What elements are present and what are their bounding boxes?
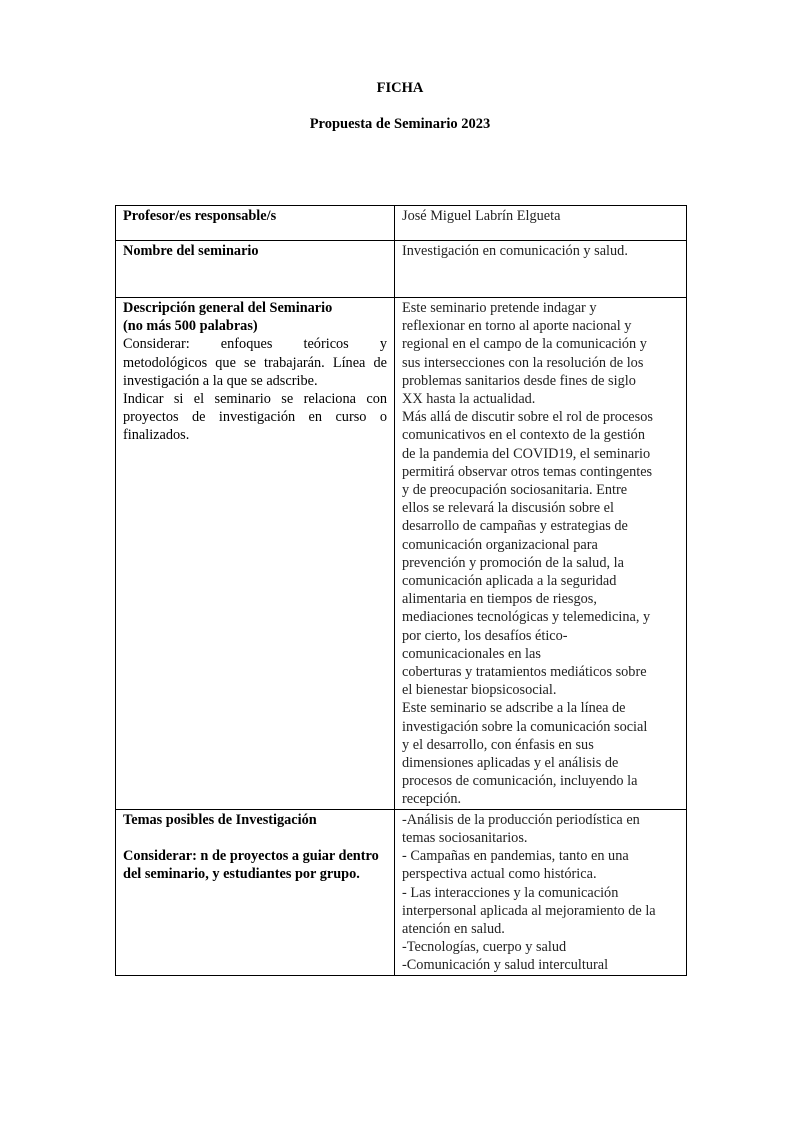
proposal-table xyxy=(115,205,687,976)
text-line: sus intersecciones con la resolución de los xyxy=(402,354,644,371)
document-subtitle: Propuesta de Seminario 2023 xyxy=(309,116,491,132)
text-line: Más allá de discutir sobre el rol de procesos xyxy=(402,409,653,426)
text-line: coberturas y tratamientos mediáticos sobre xyxy=(402,664,647,681)
text-line: permitirá observar otros temas contingentes xyxy=(402,463,653,480)
text-line: ellos se relevará la discusión sobre el xyxy=(402,500,614,517)
value-line: José Miguel Labrín Elgueta xyxy=(402,208,561,224)
text-line: y el desarrollo, con énfasis en sus xyxy=(402,736,594,753)
row-label-seminar-name: Nombre del seminario xyxy=(116,241,395,298)
text-line: problemas sanitarios desde fines de siglo xyxy=(402,372,636,389)
text-line: -Comunicación y salud intercultural xyxy=(402,957,609,974)
text-line: mediaciones tecnológicas y telemedicina, y xyxy=(402,609,651,626)
text-line: y de preocupación sociosanitaria. Entre xyxy=(402,482,628,499)
text-line: perspectiva actual como histórica. xyxy=(402,866,597,883)
text-line: el bienestar biopsicosocial. xyxy=(402,682,557,699)
text-line: dimensiones aplicadas y el análisis de xyxy=(402,755,619,772)
topics-notes: Considerar: n de proyectos a guiar dentro del seminario, y estudiantes por grupo. xyxy=(123,848,379,883)
text-line: proyectos de investigación en curso o xyxy=(123,409,387,426)
text-line: atención en salud. xyxy=(402,920,505,937)
table-row xyxy=(116,206,687,241)
text-line: - Las interacciones y la comunicación xyxy=(402,884,619,901)
text-line: -Tecnologías, cuerpo y salud xyxy=(402,939,567,956)
text-line: XX hasta la actualidad. xyxy=(402,391,536,408)
row-label-professor: Profesor/es responsable/s xyxy=(116,206,395,241)
text-line: - Campañas en pandemias, tanto en una xyxy=(402,848,629,865)
text-line: interpersonal aplicada al mejoramiento de la xyxy=(402,902,656,919)
text-line: comunicación organizacional para xyxy=(402,536,598,553)
text-line: prevención y promoción de la salud, la xyxy=(402,554,624,571)
text-line: -Análisis de la producción periodística en xyxy=(402,811,640,828)
topics-label: Temas posibles de Investigación xyxy=(123,811,317,828)
description-notes xyxy=(123,335,387,444)
text-line: recepción. xyxy=(402,791,462,808)
text-line: regional en el campo de la comunicación y xyxy=(402,336,647,353)
description-word-limit: (no más 500 palabras) xyxy=(123,318,258,335)
row-label-topics xyxy=(116,809,395,975)
table-row xyxy=(116,809,687,975)
text-line: finalizados. xyxy=(123,427,190,444)
text-line: comunicacionales en las xyxy=(402,645,541,662)
text-line: alimentaria en tiempos de riesgos, xyxy=(402,591,597,608)
text-line: reflexionar en torno al aporte nacional y xyxy=(402,318,632,335)
table-row xyxy=(116,298,687,810)
document-title: FICHA xyxy=(376,80,424,96)
row-label-description xyxy=(116,298,395,810)
text-line: investigación sobre la comunicación social xyxy=(402,718,648,735)
text-line: Este seminario se adscribe a la línea de xyxy=(402,700,626,717)
text-line: metodológicos que se trabajarán. Línea de xyxy=(123,354,387,371)
row-value-topics xyxy=(395,809,687,975)
text-line: Este seminario pretende indagar y xyxy=(402,300,597,316)
text-line: investigación a la que se adscribe. xyxy=(123,372,318,389)
text-line: Indicar si el seminario se relaciona con xyxy=(123,391,387,408)
table-row xyxy=(116,241,687,298)
text-line: de la pandemia del COVID19, el seminario xyxy=(402,445,651,462)
text-line: Considerar: enfoques teóricos y xyxy=(123,336,387,353)
text-line: comunicación aplicada a la seguridad xyxy=(402,573,617,590)
text-line: por cierto, los desafíos ético- xyxy=(402,627,568,644)
row-value-professor xyxy=(395,206,687,241)
text-line: comunicativos en el contexto de la gestión xyxy=(402,427,645,444)
row-value-description xyxy=(395,298,687,810)
text-line: desarrollo de campañas y estrategias de xyxy=(402,518,628,535)
row-value-seminar-name xyxy=(395,241,687,298)
text-line: temas sociosanitarios. xyxy=(402,829,528,846)
text-line: procesos de comunicación, incluyendo la xyxy=(402,773,638,790)
description-label: Descripción general del Seminario xyxy=(123,300,333,316)
value-line: Investigación en comunicación y salud. xyxy=(402,243,628,259)
